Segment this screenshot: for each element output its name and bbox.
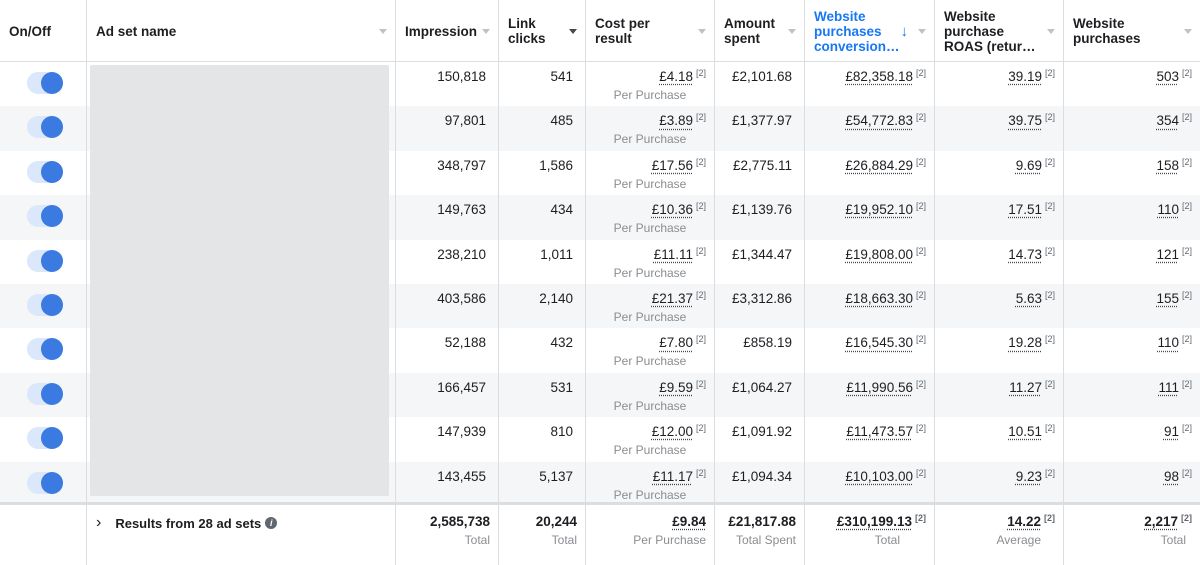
- toggle-knob: [41, 161, 63, 183]
- footnote-marker: [2]: [1044, 423, 1055, 434]
- footnote-marker: [2]: [915, 156, 926, 167]
- cost-per-result-cell: [586, 62, 715, 106]
- purchases-cell: [1064, 417, 1200, 461]
- footnote-marker: [2]: [1181, 112, 1192, 123]
- col-header-link-clicks[interactable]: [499, 0, 586, 62]
- footer-value-text: £9.84: [672, 514, 706, 529]
- impression-cell: 150,818: [396, 62, 499, 106]
- footnote-marker: [2]: [915, 112, 926, 123]
- impression-cell: 147,939: [396, 417, 499, 461]
- purchases-value[interactable]: 98: [1163, 468, 1179, 484]
- arrow-down-icon[interactable]: ↓: [900, 22, 908, 40]
- on-off-cell: [0, 62, 87, 106]
- cost-per-result-cell: [586, 284, 715, 328]
- conversion-value[interactable]: £11,990.56: [846, 379, 913, 395]
- link-clicks-cell: 531: [499, 373, 586, 417]
- footnote-marker: [2]: [1181, 245, 1192, 256]
- impression-cell: 403,586: [396, 284, 499, 328]
- cost-per-result-cell: [586, 417, 715, 461]
- footnote-marker: [2]: [695, 334, 706, 345]
- impression-cell: 149,763: [396, 195, 499, 239]
- footer-value[interactable]: [1007, 514, 1055, 529]
- cost-per-result-cell: [586, 151, 715, 195]
- chevron-down-icon[interactable]: [1047, 29, 1055, 34]
- purchases-value[interactable]: 503: [1156, 69, 1179, 84]
- footer-results-cell: [87, 505, 396, 565]
- toggle-knob: [41, 472, 63, 494]
- footer-label: Total: [874, 533, 900, 547]
- footnote-marker: [2]: [695, 290, 706, 300]
- footnote-marker: [2]: [695, 68, 706, 78]
- roas-cell: [935, 240, 1064, 284]
- footnote-marker: [2]: [695, 423, 706, 434]
- cost-per-result-cell: [586, 195, 715, 239]
- footnote-marker: [2]: [1044, 68, 1055, 78]
- toggle-knob: [41, 116, 63, 138]
- footer-value: 2,585,738: [429, 514, 490, 529]
- purchases-value[interactable]: 91: [1163, 424, 1179, 440]
- conversion-cell: [805, 106, 935, 150]
- footer-website-purchases-conversion: [805, 505, 935, 565]
- footnote-marker: [2]: [1044, 156, 1055, 167]
- conversion-cell: [805, 62, 935, 106]
- cost-value[interactable]: £17.56: [651, 157, 693, 173]
- roas-cell: [935, 328, 1064, 372]
- purchases-value[interactable]: 155: [1156, 291, 1179, 306]
- footer-label: Average: [996, 533, 1041, 547]
- link-clicks-cell: 5,137: [499, 462, 586, 506]
- info-icon[interactable]: i: [265, 517, 277, 529]
- on-off-cell: [0, 284, 87, 328]
- conversion-value[interactable]: £26,884.29: [845, 157, 913, 173]
- on-off-cell: [0, 417, 87, 461]
- impression-cell: 348,797: [396, 151, 499, 195]
- footer-value[interactable]: [672, 514, 706, 529]
- footer-label: Total: [464, 533, 490, 547]
- col-header-label: Impression: [405, 23, 478, 39]
- roas-value[interactable]: 39.75: [1008, 113, 1042, 129]
- footer-empty-cell: [0, 505, 87, 565]
- conversion-value[interactable]: £54,772.83: [845, 113, 913, 129]
- table-footer-totals: [0, 502, 1200, 565]
- toggle-knob: [41, 250, 63, 272]
- footnote-marker: [2]: [915, 513, 926, 523]
- spent-cell: £1,091.92: [715, 417, 805, 461]
- purchases-cell: [1064, 106, 1200, 150]
- footnote-marker: [2]: [915, 245, 926, 256]
- purchases-cell: [1064, 462, 1200, 506]
- footnote-marker: [2]: [915, 467, 926, 478]
- cost-value[interactable]: £3.89: [659, 113, 693, 129]
- on-off-toggle[interactable]: [27, 116, 63, 138]
- footnote-marker: [2]: [1044, 201, 1055, 212]
- table-header: [0, 0, 1200, 62]
- link-clicks-cell: 1,586: [499, 151, 586, 195]
- toggle-knob: [41, 338, 63, 360]
- purchases-value[interactable]: 110: [1157, 335, 1179, 351]
- on-off-toggle[interactable]: [27, 205, 63, 227]
- conversion-cell: [805, 240, 935, 284]
- footer-value-text: 14.22: [1007, 514, 1041, 529]
- col-header-amount-spent[interactable]: [715, 0, 805, 62]
- cost-per-result-cell: [586, 328, 715, 372]
- on-off-toggle[interactable]: [27, 427, 63, 449]
- conversion-cell: [805, 151, 935, 195]
- results-summary[interactable]: [96, 514, 277, 532]
- link-clicks-cell: 2,140: [499, 284, 586, 328]
- purchases-value[interactable]: 111: [1158, 379, 1179, 395]
- roas-value[interactable]: 5.63: [1015, 291, 1042, 306]
- on-off-toggle[interactable]: [27, 383, 63, 405]
- chevron-right-icon[interactable]: ›: [96, 514, 102, 531]
- spent-cell: £1,344.47: [715, 240, 805, 284]
- spent-cell: £2,101.68: [715, 62, 805, 106]
- footer-impression: [396, 505, 499, 565]
- footnote-marker: [2]: [695, 156, 706, 167]
- roas-value[interactable]: 14.73: [1008, 246, 1042, 262]
- footnote-marker: [2]: [1181, 156, 1192, 167]
- conversion-value[interactable]: £19,952.10: [845, 202, 913, 218]
- cost-value[interactable]: £12.00: [651, 424, 693, 440]
- col-header-label: On/Off: [9, 23, 51, 39]
- conversion-value[interactable]: £16,545.30: [845, 335, 913, 351]
- purchases-cell: [1064, 151, 1200, 195]
- footer-label: Total Spent: [735, 533, 796, 547]
- col-header-website-purchase-roas[interactable]: [935, 0, 1064, 62]
- on-off-toggle[interactable]: [27, 72, 63, 94]
- footnote-marker: [2]: [1044, 513, 1055, 523]
- footer-value-text: £310,199.13: [836, 514, 912, 529]
- footnote-marker: [2]: [1181, 334, 1192, 345]
- toggle-knob: [41, 72, 63, 94]
- cost-per-result-cell: [586, 462, 715, 506]
- footnote-marker: [2]: [1181, 378, 1192, 389]
- footnote-marker: [2]: [1044, 334, 1055, 345]
- footnote-marker: [2]: [915, 68, 926, 78]
- spent-cell: £3,312.86: [715, 284, 805, 328]
- impression-cell: 166,457: [396, 373, 499, 417]
- conversion-value[interactable]: £11,473.57: [846, 424, 913, 440]
- footnote-marker: [2]: [915, 423, 926, 434]
- roas-value[interactable]: 39.19: [1008, 69, 1042, 84]
- roas-cell: [935, 62, 1064, 106]
- footnote-marker: [2]: [1181, 513, 1192, 523]
- conversion-cell: [805, 328, 935, 372]
- col-header-cost-per-result[interactable]: [586, 0, 715, 62]
- roas-value[interactable]: 9.69: [1015, 157, 1042, 173]
- roas-value[interactable]: 10.51: [1008, 424, 1042, 440]
- purchases-value[interactable]: 110: [1157, 202, 1179, 218]
- footnote-marker: [2]: [1044, 378, 1055, 389]
- roas-cell: [935, 195, 1064, 239]
- purchases-value[interactable]: 354: [1156, 113, 1179, 129]
- footnote-marker: [2]: [695, 112, 706, 123]
- purchases-cell: [1064, 328, 1200, 372]
- col-header-website-purchases[interactable]: [1064, 0, 1200, 62]
- col-header-label: Cost per result: [595, 16, 650, 46]
- purchases-cell: [1064, 62, 1200, 106]
- roas-value[interactable]: 19.28: [1008, 335, 1042, 351]
- col-header-impression[interactable]: [396, 0, 499, 62]
- cost-per-result-cell: [586, 240, 715, 284]
- footer-value[interactable]: [1144, 514, 1192, 529]
- spent-cell: £1,064.27: [715, 373, 805, 417]
- purchases-cell: [1064, 373, 1200, 417]
- cost-value[interactable]: £21.37: [651, 291, 693, 306]
- on-off-cell: [0, 240, 87, 284]
- col-header-website-purchases-conversion[interactable]: [805, 0, 935, 62]
- purchases-cell: [1064, 240, 1200, 284]
- footnote-marker: [2]: [1181, 423, 1192, 434]
- roas-cell: [935, 151, 1064, 195]
- cost-value[interactable]: £7.80: [659, 335, 693, 351]
- on-off-toggle[interactable]: [27, 472, 63, 494]
- roas-value[interactable]: 9.23: [1015, 468, 1042, 484]
- roas-value[interactable]: 11.27: [1009, 379, 1042, 395]
- per-purchase-label: Per Purchase: [613, 443, 687, 458]
- on-off-cell: [0, 195, 87, 239]
- col-header-label: Website purchases conversion…: [814, 8, 900, 54]
- footer-label: Per Purchase: [633, 533, 706, 547]
- col-header-label: Ad set name: [96, 23, 177, 39]
- cost-per-result-cell: [586, 106, 715, 150]
- on-off-cell: [0, 373, 87, 417]
- footnote-marker: [2]: [1044, 245, 1055, 256]
- conversion-cell: [805, 417, 935, 461]
- cost-value[interactable]: £11.11: [653, 246, 693, 262]
- conversion-value[interactable]: £18,663.30: [845, 291, 913, 306]
- on-off-toggle[interactable]: [27, 250, 63, 272]
- cost-value[interactable]: £10.36: [651, 202, 693, 218]
- chevron-down-icon[interactable]: [482, 29, 490, 34]
- footnote-marker: [2]: [1181, 68, 1192, 78]
- per-purchase-label: Per Purchase: [613, 354, 687, 369]
- footnote-marker: [2]: [1181, 290, 1192, 300]
- col-header-label: Website purchase ROAS (retur…: [944, 8, 1036, 54]
- footnote-marker: [2]: [1181, 467, 1192, 478]
- per-purchase-label: Per Purchase: [613, 265, 687, 280]
- roas-cell: [935, 284, 1064, 328]
- footer-value: £21,817.88: [728, 514, 796, 529]
- link-clicks-cell: 541: [499, 62, 586, 106]
- per-purchase-label: Per Purchase: [613, 310, 687, 324]
- chevron-down-icon[interactable]: [918, 29, 926, 34]
- cost-value[interactable]: £11.17: [652, 468, 693, 484]
- per-purchase-label: Per Purchase: [613, 487, 687, 502]
- footer-cost-per-result: [586, 505, 715, 565]
- footnote-marker: [2]: [915, 334, 926, 345]
- footer-amount-spent: [715, 505, 805, 565]
- conversion-value[interactable]: £19,808.00: [845, 246, 913, 262]
- purchases-value[interactable]: 121: [1156, 246, 1179, 262]
- roas-cell: [935, 373, 1064, 417]
- conversion-value[interactable]: £82,358.18: [845, 69, 913, 84]
- chevron-down-icon[interactable]: [698, 29, 706, 34]
- chevron-down-icon[interactable]: [379, 29, 387, 34]
- footnote-marker: [2]: [1181, 201, 1192, 212]
- toggle-knob: [41, 383, 63, 405]
- footnote-marker: [2]: [915, 201, 926, 212]
- on-off-toggle[interactable]: [27, 294, 63, 316]
- footer-label: Total: [1160, 533, 1186, 547]
- spent-cell: £1,094.34: [715, 462, 805, 506]
- toggle-knob: [41, 427, 63, 449]
- footer-value: 20,244: [535, 514, 577, 529]
- link-clicks-cell: 432: [499, 328, 586, 372]
- footer-website-purchases: [1064, 505, 1200, 565]
- chevron-down-icon[interactable]: [569, 29, 577, 34]
- impression-cell: 97,801: [396, 106, 499, 150]
- conversion-cell: [805, 462, 935, 506]
- purchases-value[interactable]: 158: [1156, 157, 1179, 173]
- conversion-value[interactable]: £10,103.00: [845, 468, 913, 484]
- spent-cell: £858.19: [715, 328, 805, 372]
- redacted-ad-set-names: [90, 65, 389, 496]
- col-header-ad-set-name[interactable]: [87, 0, 396, 62]
- impression-cell: 143,455: [396, 462, 499, 506]
- per-purchase-label: Per Purchase: [613, 132, 687, 147]
- footer-label: Total: [551, 533, 577, 547]
- footnote-marker: [2]: [915, 378, 926, 389]
- link-clicks-cell: 1,011: [499, 240, 586, 284]
- roas-cell: [935, 462, 1064, 506]
- footnote-marker: [2]: [1044, 467, 1055, 478]
- toggle-knob: [41, 205, 63, 227]
- results-label: Results from 28 ad sets: [115, 515, 262, 531]
- col-header-on-off[interactable]: [0, 0, 87, 62]
- on-off-toggle[interactable]: [27, 338, 63, 360]
- on-off-cell: [0, 328, 87, 372]
- footer-link-clicks: [499, 505, 586, 565]
- col-header-label: Amount spent: [724, 16, 775, 46]
- footnote-marker: [2]: [695, 467, 706, 478]
- chevron-down-icon[interactable]: [1184, 29, 1192, 34]
- link-clicks-cell: 810: [499, 417, 586, 461]
- per-purchase-label: Per Purchase: [613, 398, 687, 413]
- on-off-cell: [0, 462, 87, 506]
- on-off-cell: [0, 151, 87, 195]
- footnote-marker: [2]: [695, 245, 706, 256]
- toggle-knob: [41, 294, 63, 316]
- conversion-cell: [805, 195, 935, 239]
- col-header-label: Website purchases: [1073, 16, 1141, 46]
- link-clicks-cell: 485: [499, 106, 586, 150]
- purchases-cell: [1064, 284, 1200, 328]
- footer-website-purchase-roas: [935, 505, 1064, 565]
- chevron-down-icon[interactable]: [788, 29, 796, 34]
- spent-cell: £2,775.11: [715, 151, 805, 195]
- footnote-marker: [2]: [695, 378, 706, 389]
- cost-value[interactable]: £9.59: [659, 379, 693, 395]
- cost-value[interactable]: £4.18: [659, 69, 693, 84]
- roas-value[interactable]: 17.51: [1008, 202, 1042, 218]
- on-off-cell: [0, 106, 87, 150]
- impression-cell: 238,210: [396, 240, 499, 284]
- per-purchase-label: Per Purchase: [613, 221, 687, 236]
- on-off-toggle[interactable]: [27, 161, 63, 183]
- footnote-marker: [2]: [695, 201, 706, 212]
- impression-cell: 52,188: [396, 328, 499, 372]
- link-clicks-cell: 434: [499, 195, 586, 239]
- purchases-cell: [1064, 195, 1200, 239]
- footnote-marker: [2]: [915, 290, 926, 300]
- footnote-marker: [2]: [1044, 112, 1055, 123]
- footer-value[interactable]: [837, 514, 926, 529]
- per-purchase-label: Per Purchase: [613, 176, 687, 191]
- roas-cell: [935, 417, 1064, 461]
- spent-cell: £1,377.97: [715, 106, 805, 150]
- spent-cell: £1,139.76: [715, 195, 805, 239]
- conversion-cell: [805, 373, 935, 417]
- roas-cell: [935, 106, 1064, 150]
- footnote-marker: [2]: [1044, 290, 1055, 300]
- col-header-label: Link clicks: [508, 16, 546, 46]
- footer-value-text: 2,217: [1144, 514, 1178, 529]
- per-purchase-label: Per Purchase: [613, 88, 687, 102]
- cost-per-result-cell: [586, 373, 715, 417]
- conversion-cell: [805, 284, 935, 328]
